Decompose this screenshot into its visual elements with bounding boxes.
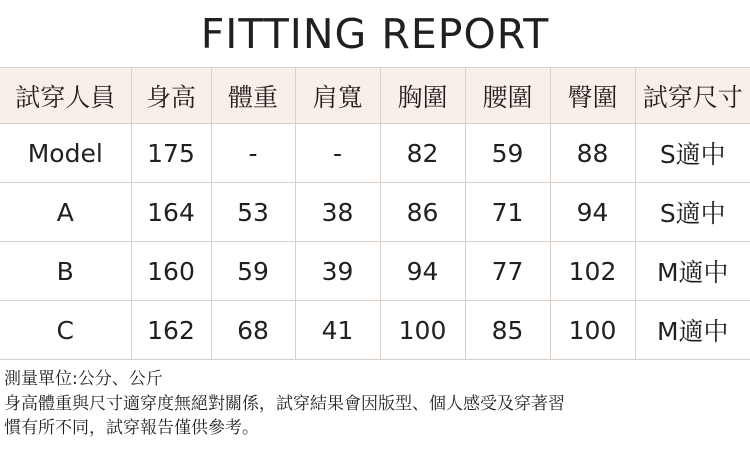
cell-shoulder: 38 [295,183,380,242]
cell-bust: 100 [380,301,465,360]
cell-hip: 100 [550,301,635,360]
page-title: FITTING REPORT [200,10,550,58]
cell-bust: 94 [380,242,465,301]
column-header-hip: 臀圍 [550,68,635,124]
cell-bust: 82 [380,124,465,183]
cell-waist: 71 [465,183,550,242]
cell-size: M適中 [635,301,750,360]
column-header-shoulder: 肩寬 [295,68,380,124]
cell-weight: - [211,124,295,183]
cell-tester: B [0,242,131,301]
cell-shoulder: 41 [295,301,380,360]
cell-shoulder: 39 [295,242,380,301]
cell-height: 162 [131,301,211,360]
cell-waist: 59 [465,124,550,183]
cell-hip: 88 [550,124,635,183]
footnote-line-units: 測量單位:公分、公斤 [4,369,163,389]
cell-waist: 85 [465,301,550,360]
column-header-tester: 試穿人員 [0,68,131,124]
cell-tester: Model [0,124,131,183]
cell-shoulder: - [295,124,380,183]
cell-size: M適中 [635,242,750,301]
cell-size: S適中 [635,183,750,242]
cell-height: 164 [131,183,211,242]
table-header-row [0,68,750,124]
footnote-line-disclaimer-2: 慣有所不同，試穿報告僅供參考。 [4,418,259,439]
cell-weight: 53 [211,183,295,242]
cell-tester: A [0,183,131,242]
column-header-waist: 腰圍 [465,68,550,124]
cell-tester: C [0,301,131,360]
cell-waist: 77 [465,242,550,301]
cell-hip: 102 [550,242,635,301]
column-header-size: 試穿尺寸 [635,68,750,124]
cell-height: 160 [131,242,211,301]
cell-bust: 86 [380,183,465,242]
cell-size: S適中 [635,124,750,183]
footnote-line-disclaimer-1: 身高體重與尺寸適穿度無絕對關係，試穿結果會因版型、個人感受及穿著習 [4,393,565,414]
table-row [0,124,750,183]
table-row [0,242,750,301]
column-header-weight: 體重 [211,68,295,124]
column-header-height: 身高 [131,68,211,124]
table-row [0,301,750,360]
cell-weight: 59 [211,242,295,301]
table-row [0,183,750,242]
cell-hip: 94 [550,183,635,242]
cell-weight: 68 [211,301,295,360]
footnote [0,360,750,441]
fitting-report-table [0,67,750,360]
cell-height: 175 [131,124,211,183]
column-header-bust: 胸圍 [380,68,465,124]
